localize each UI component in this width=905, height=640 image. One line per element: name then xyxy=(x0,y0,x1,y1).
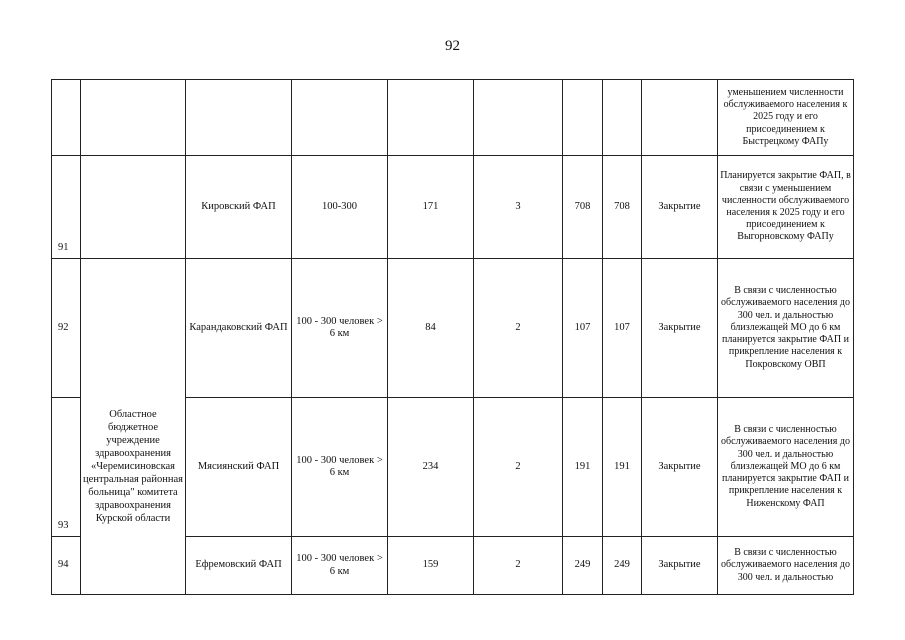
note: уменьшением численности обслуживаемого населения к 2025 году и его присоединением к Быстрецкому ФАПу xyxy=(718,80,854,156)
visits-value-2: 249 xyxy=(603,537,642,595)
population-range xyxy=(292,80,388,156)
staff-count: 2 xyxy=(474,259,563,398)
population-range: 100-300 xyxy=(292,156,388,259)
visits-value-2: 107 xyxy=(603,259,642,398)
fap-name xyxy=(186,80,292,156)
row-number: 91 xyxy=(52,156,81,259)
action: Закрытие xyxy=(642,156,718,259)
visits-value-1 xyxy=(563,80,603,156)
visits-value-2: 708 xyxy=(603,156,642,259)
visits-value-1: 249 xyxy=(563,537,603,595)
staff-count: 3 xyxy=(474,156,563,259)
fap-name: Карандаковский ФАП xyxy=(186,259,292,398)
residents-count xyxy=(388,80,474,156)
organization-cell-top-continued xyxy=(81,156,186,259)
note: В связи с численностью обслуживаемого населения до 300 чел. и дальностью близлежащей МО до 6 км планируется закрытие ФАП и прикрепление населения к Покровскому ОВП xyxy=(718,259,854,398)
note: В связи с численностью обслуживаемого населения до 300 чел. и дальностью близлежащей МО до 6 км планируется закрытие ФАП и прикрепление населения к Ниженскому ФАП xyxy=(718,398,854,537)
visits-value-1: 107 xyxy=(563,259,603,398)
population-range: 100 - 300 человек > 6 км xyxy=(292,259,388,398)
table-row xyxy=(52,259,854,398)
staff-count xyxy=(474,80,563,156)
action: Закрытие xyxy=(642,259,718,398)
organization-cell-top xyxy=(81,80,186,156)
note: Планируется закрытие ФАП, в связи с уменьшением численности обслуживаемого населения к 2025 году и его присоединением к Выгорновскому ФАПу xyxy=(718,156,854,259)
table-row xyxy=(52,80,854,156)
organization-cell xyxy=(81,259,186,595)
fap-name: Мясиянский ФАП xyxy=(186,398,292,537)
page-number: 92 xyxy=(445,38,460,54)
fap-table xyxy=(51,79,854,595)
residents-count: 234 xyxy=(388,398,474,537)
action xyxy=(642,80,718,156)
visits-value-1: 708 xyxy=(563,156,603,259)
residents-count: 159 xyxy=(388,537,474,595)
organization-name: Областное бюджетное учреждение здравоохранения «Черемисиновская центральная районная больница" комитета здравоохранения Курской области xyxy=(83,408,183,524)
row-number: 93 xyxy=(52,398,81,537)
row-number xyxy=(52,80,81,156)
action: Закрытие xyxy=(642,398,718,537)
fap-name: Ефремовский ФАП xyxy=(186,537,292,595)
population-range: 100 - 300 человек > 6 км xyxy=(292,537,388,595)
row-number: 94 xyxy=(52,537,81,595)
table-row xyxy=(52,156,854,259)
row-number: 92 xyxy=(52,259,81,398)
note: В связи с численностью обслуживаемого населения до 300 чел. и дальностью xyxy=(718,537,854,595)
visits-value-2 xyxy=(603,80,642,156)
residents-count: 84 xyxy=(388,259,474,398)
staff-count: 2 xyxy=(474,398,563,537)
visits-value-2: 191 xyxy=(603,398,642,537)
residents-count: 171 xyxy=(388,156,474,259)
action: Закрытие xyxy=(642,537,718,595)
visits-value-1: 191 xyxy=(563,398,603,537)
population-range: 100 - 300 человек > 6 км xyxy=(292,398,388,537)
staff-count: 2 xyxy=(474,537,563,595)
fap-name: Кировский ФАП xyxy=(186,156,292,259)
